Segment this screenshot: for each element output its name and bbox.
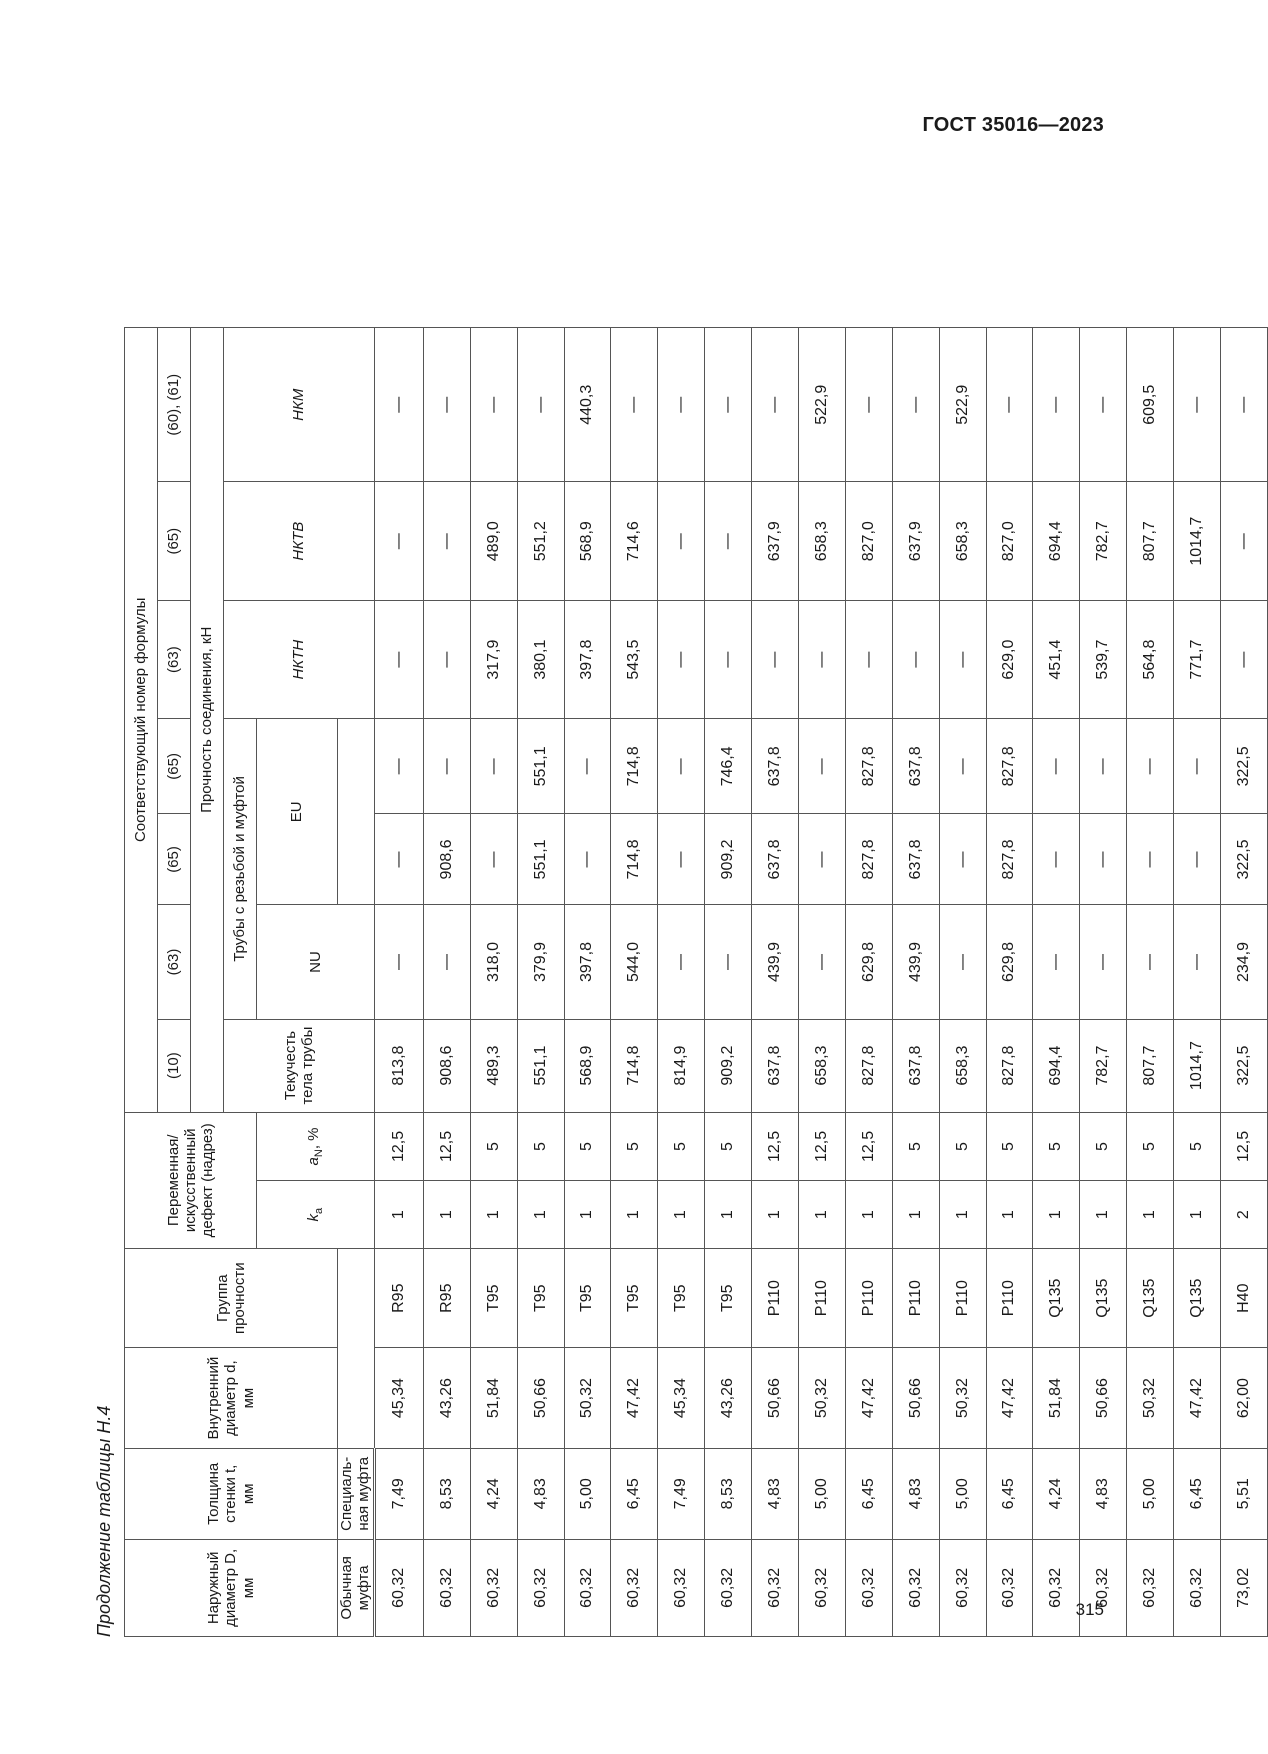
header-eu: EU xyxy=(257,719,338,905)
table-cell: — xyxy=(1174,719,1221,814)
table-cell: 60,32 xyxy=(1174,1539,1221,1636)
table-cell: 539,7 xyxy=(1080,600,1127,718)
header-eu-special: Специаль- ная муфта xyxy=(338,1448,375,1539)
table-body xyxy=(374,328,1268,1637)
table-row xyxy=(1221,328,1268,1637)
table-cell: 782,7 xyxy=(1080,1019,1127,1112)
table-cell: 5 xyxy=(892,1112,939,1181)
table-row xyxy=(611,328,658,1637)
table-cell: 5,00 xyxy=(798,1448,845,1539)
table-cell: — xyxy=(845,328,892,483)
table-cell: 771,7 xyxy=(1174,600,1221,718)
table-cell: 50,66 xyxy=(892,1348,939,1448)
table-cell: 1 xyxy=(892,1181,939,1249)
table-cell: — xyxy=(470,328,517,483)
table-cell: 43,26 xyxy=(705,1348,752,1448)
table-cell: 1 xyxy=(611,1181,658,1249)
table-cell: 322,5 xyxy=(1221,719,1268,814)
table-cell: — xyxy=(423,905,470,1019)
table-cell: 658,3 xyxy=(798,482,845,600)
table-cell: 714,6 xyxy=(611,482,658,600)
table-cell: 827,8 xyxy=(845,1019,892,1112)
table-cell: 4,83 xyxy=(892,1448,939,1539)
table-cell: — xyxy=(798,600,845,718)
table-cell: T95 xyxy=(517,1249,564,1348)
table-cell: — xyxy=(1127,719,1174,814)
table-cell: 827,8 xyxy=(986,719,1033,814)
table-cell: 317,9 xyxy=(470,600,517,718)
table-cell: — xyxy=(658,905,705,1019)
table-cell: T95 xyxy=(658,1249,705,1348)
table-cell: 47,42 xyxy=(845,1348,892,1448)
table-cell: 714,8 xyxy=(611,719,658,814)
table-cell: — xyxy=(845,600,892,718)
header-strength-grade: Группа прочности xyxy=(125,1249,338,1348)
table-cell: — xyxy=(470,814,517,905)
header-formula-63b: (63) xyxy=(158,600,191,718)
table-cell: 1 xyxy=(939,1181,986,1249)
table-cell: P110 xyxy=(939,1249,986,1348)
table-row xyxy=(470,328,517,1637)
table-cell: 5,51 xyxy=(1221,1448,1268,1539)
table-cell: P110 xyxy=(892,1249,939,1348)
table-cell: 568,9 xyxy=(564,482,611,600)
table-cell: 551,2 xyxy=(517,482,564,600)
table-cell: 60,32 xyxy=(611,1539,658,1636)
table-cell: 379,9 xyxy=(517,905,564,1019)
table-cell: 629,8 xyxy=(845,905,892,1019)
table-cell: 1 xyxy=(798,1181,845,1249)
table-cell: — xyxy=(939,719,986,814)
table-cell: 60,32 xyxy=(1080,1539,1127,1636)
table-cell: 1 xyxy=(374,1181,423,1249)
table-cell: — xyxy=(658,482,705,600)
table-cell: — xyxy=(1174,905,1221,1019)
table-cell: — xyxy=(1033,719,1080,814)
table-cell: 909,2 xyxy=(705,814,752,905)
table-cell: — xyxy=(374,905,423,1019)
table-cell: 50,66 xyxy=(517,1348,564,1448)
table-cell: 60,32 xyxy=(752,1539,799,1636)
table-cell: 5 xyxy=(1080,1112,1127,1181)
table-cell: 782,7 xyxy=(1080,482,1127,600)
table-cell: — xyxy=(564,719,611,814)
header-formula-65c: (65) xyxy=(158,482,191,600)
table-cell: — xyxy=(611,328,658,483)
table-cell: 50,66 xyxy=(1080,1348,1127,1448)
table-cell: 60,32 xyxy=(658,1539,705,1636)
table-cell: — xyxy=(1080,814,1127,905)
table-cell: 827,0 xyxy=(845,482,892,600)
table-cell: 5 xyxy=(1127,1112,1174,1181)
table-cell: 814,9 xyxy=(658,1019,705,1112)
table-cell: 658,3 xyxy=(939,482,986,600)
table-cell: 827,0 xyxy=(986,482,1033,600)
table-cell: 12,5 xyxy=(374,1112,423,1181)
table-cell: — xyxy=(1221,600,1268,718)
table-cell: 908,6 xyxy=(423,814,470,905)
header-an: $a_N$, % xyxy=(257,1112,375,1181)
table-cell: — xyxy=(798,905,845,1019)
table-cell: 909,2 xyxy=(705,1019,752,1112)
table-cell: — xyxy=(564,814,611,905)
table-cell: 397,8 xyxy=(564,905,611,1019)
table-cell: 60,32 xyxy=(564,1539,611,1636)
table-cell: 50,32 xyxy=(798,1348,845,1448)
table-row xyxy=(986,328,1033,1637)
table-cell: — xyxy=(1221,482,1268,600)
table-cell: 73,02 xyxy=(1221,1539,1268,1636)
header-outer-diameter: Наружный диаметр D, мм xyxy=(125,1539,338,1636)
table-cell: T95 xyxy=(470,1249,517,1348)
table-cell: — xyxy=(892,600,939,718)
table-cell: 60,32 xyxy=(798,1539,845,1636)
table-cell: 1 xyxy=(470,1181,517,1249)
table-cell: 440,3 xyxy=(564,328,611,483)
table-cell: 5,00 xyxy=(939,1448,986,1539)
table-cell: 451,4 xyxy=(1033,600,1080,718)
table-cell: 1 xyxy=(752,1181,799,1249)
header-nktv: НКТВ xyxy=(224,482,375,600)
table-cell: 50,32 xyxy=(939,1348,986,1448)
table-cell: 62,00 xyxy=(1221,1348,1268,1448)
table-cell: P110 xyxy=(752,1249,799,1348)
table-cell: R95 xyxy=(423,1249,470,1348)
data-table xyxy=(124,327,1268,1637)
header-formula-group: Соответствующий номер формулы xyxy=(125,328,158,1113)
table-cell: 6,45 xyxy=(611,1448,658,1539)
header-nktn: НКТН xyxy=(224,600,375,718)
table-cell: 47,42 xyxy=(1174,1348,1221,1448)
table-cell: — xyxy=(658,814,705,905)
table-cell: 47,42 xyxy=(986,1348,1033,1448)
table-cell: 807,7 xyxy=(1127,1019,1174,1112)
table-header xyxy=(125,328,375,1637)
table-cell: 4,83 xyxy=(752,1448,799,1539)
header-formula-60-61: (60), (61) xyxy=(158,328,191,483)
table-cell: 60,32 xyxy=(939,1539,986,1636)
table-cell: H40 xyxy=(1221,1249,1268,1348)
table-cell: — xyxy=(1080,328,1127,483)
table-cell: 234,9 xyxy=(1221,905,1268,1019)
table-cell: 5 xyxy=(611,1112,658,1181)
table-cell: 60,32 xyxy=(892,1539,939,1636)
table-cell: 12,5 xyxy=(752,1112,799,1181)
table-row xyxy=(517,328,564,1637)
table-cell: 551,1 xyxy=(517,1019,564,1112)
table-cell: 551,1 xyxy=(517,814,564,905)
table-cell: 564,8 xyxy=(1127,600,1174,718)
table-cell: — xyxy=(658,600,705,718)
table-cell: 7,49 xyxy=(658,1448,705,1539)
table-cell: 637,8 xyxy=(892,1019,939,1112)
table-cell: 397,8 xyxy=(564,600,611,718)
table-cell: — xyxy=(752,328,799,483)
table-cell: Q135 xyxy=(1080,1249,1127,1348)
table-cell: 7,49 xyxy=(374,1448,423,1539)
table-cell: 694,4 xyxy=(1033,1019,1080,1112)
table-cell: — xyxy=(470,719,517,814)
table-cell: P110 xyxy=(798,1249,845,1348)
table-cell: 60,32 xyxy=(470,1539,517,1636)
table-cell: — xyxy=(423,482,470,600)
header-formula-10: (10) xyxy=(158,1019,191,1112)
table-cell: — xyxy=(939,905,986,1019)
table-cell: 6,45 xyxy=(845,1448,892,1539)
table-cell: 1 xyxy=(564,1181,611,1249)
header-joint-strength: Прочность соединения, кН xyxy=(191,328,224,1113)
table-cell: 5 xyxy=(1033,1112,1080,1181)
table-cell: Q135 xyxy=(1127,1249,1174,1348)
table-cell: 47,42 xyxy=(611,1348,658,1448)
table-cell: 1 xyxy=(423,1181,470,1249)
header-threaded-pipes: Трубы с резьбой и муфтой xyxy=(224,719,257,1019)
table-cell: 439,9 xyxy=(892,905,939,1019)
table-cell: — xyxy=(374,814,423,905)
table-cell: 8,53 xyxy=(423,1448,470,1539)
table-row xyxy=(752,328,799,1637)
table-cell: — xyxy=(423,719,470,814)
table-row xyxy=(845,328,892,1637)
table-cell: 489,0 xyxy=(470,482,517,600)
table-cell: 60,32 xyxy=(1033,1539,1080,1636)
table-cell: — xyxy=(798,719,845,814)
table-cell: 5 xyxy=(986,1112,1033,1181)
table-cell: T95 xyxy=(611,1249,658,1348)
header-eu-regular: Обычная муфта xyxy=(338,1539,375,1636)
table-cell: — xyxy=(423,328,470,483)
table-cell: — xyxy=(1174,328,1221,483)
table-cell: — xyxy=(517,328,564,483)
table-cell: 1 xyxy=(517,1181,564,1249)
table-cell: — xyxy=(1174,814,1221,905)
table-cell: 637,8 xyxy=(752,814,799,905)
table-cell: 51,84 xyxy=(470,1348,517,1448)
table-cell: 1014,7 xyxy=(1174,1019,1221,1112)
table-cell: — xyxy=(705,905,752,1019)
table-cell: 4,24 xyxy=(470,1448,517,1539)
table-cell: 60,32 xyxy=(517,1539,564,1636)
table-row xyxy=(564,328,611,1637)
table-cell: — xyxy=(658,328,705,483)
table-cell: 658,3 xyxy=(798,1019,845,1112)
table-cell: Q135 xyxy=(1174,1249,1221,1348)
table-cell: 813,8 xyxy=(374,1019,423,1112)
table-cell: 12,5 xyxy=(1221,1112,1268,1181)
table-cell: — xyxy=(1080,719,1127,814)
table-cell: 694,4 xyxy=(1033,482,1080,600)
table-row xyxy=(798,328,845,1637)
table-cell: 807,7 xyxy=(1127,482,1174,600)
table-cell: T95 xyxy=(564,1249,611,1348)
table-cell: — xyxy=(1033,814,1080,905)
table-cell: 5,00 xyxy=(1127,1448,1174,1539)
table-cell: — xyxy=(986,328,1033,483)
table-cell: 12,5 xyxy=(845,1112,892,1181)
table-cell: 544,0 xyxy=(611,905,658,1019)
table-cell: — xyxy=(752,600,799,718)
table-cell: 1 xyxy=(1033,1181,1080,1249)
table-row xyxy=(374,328,423,1637)
table-caption: Продолжение таблицы Н.4 xyxy=(94,1405,114,1637)
table-cell: 637,8 xyxy=(752,719,799,814)
header-defect: Переменная/ искусственный дефект (надрез) xyxy=(125,1112,257,1248)
table-cell: P110 xyxy=(986,1249,1033,1348)
table-cell: 908,6 xyxy=(423,1019,470,1112)
table-cell: 45,34 xyxy=(658,1348,705,1448)
table-cell: — xyxy=(705,328,752,483)
table-cell: 543,5 xyxy=(611,600,658,718)
table-cell: 5 xyxy=(1174,1112,1221,1181)
document-id: ГОСТ 35016—2023 xyxy=(922,114,1104,136)
table-cell: — xyxy=(892,328,939,483)
table-cell: 60,32 xyxy=(423,1539,470,1636)
table-cell: 609,5 xyxy=(1127,328,1174,483)
table-cell: 322,5 xyxy=(1221,814,1268,905)
table-cell: — xyxy=(374,719,423,814)
table-cell: 637,8 xyxy=(752,1019,799,1112)
table-cell: 5 xyxy=(517,1112,564,1181)
table-cell: 6,45 xyxy=(1174,1448,1221,1539)
table-cell: R95 xyxy=(374,1249,423,1348)
table-cell: 1 xyxy=(658,1181,705,1249)
table-cell: 827,8 xyxy=(986,1019,1033,1112)
table-cell: 4,83 xyxy=(1080,1448,1127,1539)
table-cell: 380,1 xyxy=(517,600,564,718)
table-cell: 4,83 xyxy=(517,1448,564,1539)
table-cell: 1 xyxy=(1080,1181,1127,1249)
header-nkm: НКМ xyxy=(224,328,375,483)
table-row xyxy=(939,328,986,1637)
table-cell: 522,9 xyxy=(939,328,986,483)
table-cell: — xyxy=(1033,328,1080,483)
header-ka: $k_а$ xyxy=(257,1181,375,1249)
table-cell: 4,24 xyxy=(1033,1448,1080,1539)
table-cell: 5 xyxy=(564,1112,611,1181)
table-row xyxy=(1174,328,1221,1637)
table-row xyxy=(658,328,705,1637)
table-cell: 568,9 xyxy=(564,1019,611,1112)
table-cell: 439,9 xyxy=(752,905,799,1019)
header-nu: NU xyxy=(257,905,375,1019)
table-cell: — xyxy=(374,600,423,718)
table-cell: 1 xyxy=(1174,1181,1221,1249)
table-cell: 51,84 xyxy=(1033,1348,1080,1448)
table-cell: 1 xyxy=(845,1181,892,1249)
table-cell: 50,32 xyxy=(564,1348,611,1448)
table-row xyxy=(1033,328,1080,1637)
table-cell: — xyxy=(1080,905,1127,1019)
table-cell: 827,8 xyxy=(845,719,892,814)
table-cell: 714,8 xyxy=(611,814,658,905)
table-cell: 629,8 xyxy=(986,905,1033,1019)
table-cell: — xyxy=(1033,905,1080,1019)
table-cell: 1 xyxy=(986,1181,1033,1249)
table-cell: — xyxy=(939,814,986,905)
rotated-table-block xyxy=(86,170,1268,1637)
table-cell: 637,9 xyxy=(752,482,799,600)
table-cell: — xyxy=(374,328,423,483)
table-cell: 12,5 xyxy=(423,1112,470,1181)
table-cell: — xyxy=(658,719,705,814)
table-cell: 322,5 xyxy=(1221,1019,1268,1112)
table-cell: — xyxy=(1221,328,1268,483)
table-cell: 60,32 xyxy=(705,1539,752,1636)
page-number: 315 xyxy=(1075,1600,1104,1619)
table-row xyxy=(1127,328,1174,1637)
table-cell: 1 xyxy=(1127,1181,1174,1249)
table-cell: — xyxy=(423,600,470,718)
header-formula-63: (63) xyxy=(158,905,191,1019)
header-formula-65b: (65) xyxy=(158,719,191,814)
table-cell: 551,1 xyxy=(517,719,564,814)
table-cell: — xyxy=(1127,814,1174,905)
table-cell: 714,8 xyxy=(611,1019,658,1112)
table-cell: P110 xyxy=(845,1249,892,1348)
table-cell: 50,66 xyxy=(752,1348,799,1448)
header-inner-diameter: Внутренний диаметр d, мм xyxy=(125,1348,338,1448)
table-cell: 8,53 xyxy=(705,1448,752,1539)
header-wall-thickness: Толщина стенки t, мм xyxy=(125,1448,338,1539)
table-cell: 746,4 xyxy=(705,719,752,814)
table-cell: 637,9 xyxy=(892,482,939,600)
table-cell: 318,0 xyxy=(470,905,517,1019)
table-cell: — xyxy=(705,600,752,718)
table-cell: — xyxy=(939,600,986,718)
header-yield-body: Текучесть тела трубы xyxy=(224,1019,375,1112)
table-cell: 45,34 xyxy=(374,1348,423,1448)
table-cell: — xyxy=(374,482,423,600)
table-cell: — xyxy=(798,814,845,905)
table-cell: 5 xyxy=(705,1112,752,1181)
table-cell: 60,32 xyxy=(1127,1539,1174,1636)
table-cell: 60,32 xyxy=(845,1539,892,1636)
table-cell: 5 xyxy=(470,1112,517,1181)
table-cell: 43,26 xyxy=(423,1348,470,1448)
table-cell: Q135 xyxy=(1033,1249,1080,1348)
table-cell: 5 xyxy=(939,1112,986,1181)
table-cell: 50,32 xyxy=(1127,1348,1174,1448)
table-cell: 1 xyxy=(705,1181,752,1249)
table-row xyxy=(705,328,752,1637)
table-cell: 60,32 xyxy=(986,1539,1033,1636)
table-row xyxy=(1080,328,1127,1637)
table-cell: 1014,7 xyxy=(1174,482,1221,600)
table-row xyxy=(423,328,470,1637)
table-cell: 2 xyxy=(1221,1181,1268,1249)
table-cell: 60,32 xyxy=(374,1539,423,1636)
table-cell: 629,0 xyxy=(986,600,1033,718)
table-cell: 827,8 xyxy=(986,814,1033,905)
table-cell: 522,9 xyxy=(798,328,845,483)
table-cell: 5 xyxy=(658,1112,705,1181)
table-cell: 827,8 xyxy=(845,814,892,905)
table-cell: T95 xyxy=(705,1249,752,1348)
table-cell: — xyxy=(705,482,752,600)
table-cell: 12,5 xyxy=(798,1112,845,1181)
table-cell: 637,8 xyxy=(892,719,939,814)
table-cell: 637,8 xyxy=(892,814,939,905)
table-cell: 489,3 xyxy=(470,1019,517,1112)
table-cell: 658,3 xyxy=(939,1019,986,1112)
table-cell: 6,45 xyxy=(986,1448,1033,1539)
table-cell: — xyxy=(1127,905,1174,1019)
header-formula-65: (65) xyxy=(158,814,191,905)
table-row xyxy=(892,328,939,1637)
table-cell: 5,00 xyxy=(564,1448,611,1539)
